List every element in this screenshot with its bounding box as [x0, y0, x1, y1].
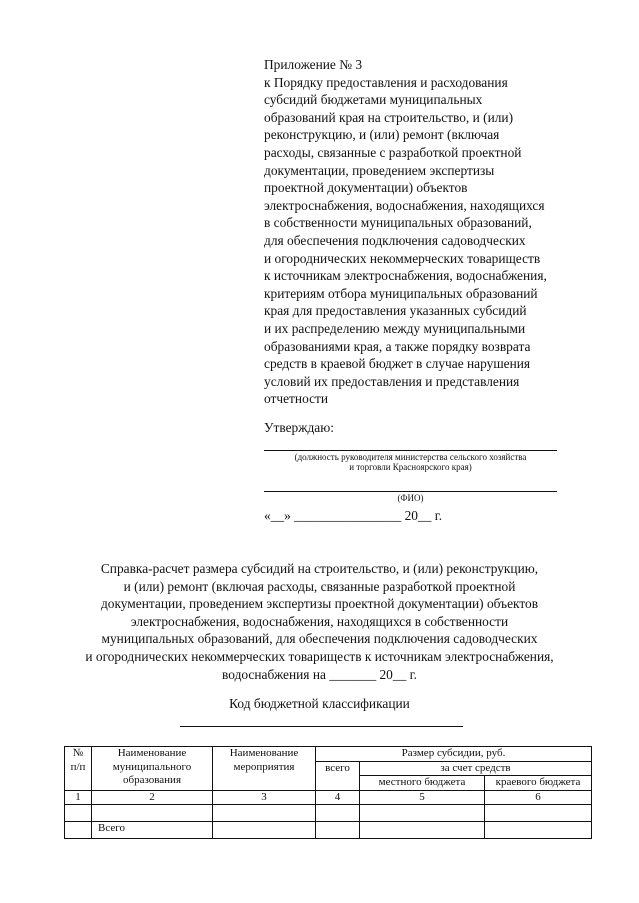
document-heading	[0, 560, 639, 683]
appendix-line: и их распределению между муниципальными	[264, 320, 526, 336]
empty-cell	[65, 822, 92, 839]
position-signature-line	[264, 450, 557, 451]
header-event: Наименование мероприятия	[213, 747, 316, 791]
appendix-line: и огороднических некоммерческих товариществ	[264, 250, 541, 266]
empty-cell	[92, 805, 213, 822]
approval-title: Утверждаю:	[264, 420, 334, 435]
appendix-line: к источникам электроснабжения, водоснабжения,	[264, 268, 547, 284]
position-caption-line-2: и торговли Красноярского края)	[349, 462, 472, 472]
appendix-line: субсидий бюджетами муниципальных	[264, 92, 483, 108]
appendix-line: отчетности	[264, 391, 329, 407]
appendix-line: документации, проведением экспертизы	[264, 162, 495, 178]
empty-cell	[316, 822, 360, 839]
empty-cell	[360, 805, 485, 822]
appendix-line: расходы, связанные с разработкой проектной	[264, 144, 522, 160]
index-cell: 4	[316, 790, 360, 805]
header-total: всего	[316, 761, 360, 790]
empty-cell	[485, 805, 592, 822]
position-caption-line-1: (должность руководителя министерства сельского хозяйства	[294, 452, 527, 462]
header-subsidy: Размер субсидии, руб.	[316, 747, 592, 762]
subsidy-table	[64, 746, 592, 839]
appendix-line: электроснабжения, водоснабжения, находящихся	[264, 197, 545, 213]
header-local: местного бюджета	[360, 776, 485, 791]
header-sources: за счет средств	[360, 761, 592, 776]
heading-line: Справка-расчет размера субсидий на строительство, и (или) реконструкцию,	[100, 561, 539, 576]
heading-line: документации, проведением экспертизы проектной документации) объектов	[100, 596, 539, 612]
budget-code-label: Код бюджетной классификации	[229, 696, 410, 711]
appendix-line: образованиями края, а также порядку возврата	[264, 338, 531, 354]
heading-line: муниципальных образований, для обеспечения подключения садоводческих	[101, 631, 538, 647]
header-num: № п/п	[65, 747, 92, 791]
appendix-line: к Порядку предоставления и расходования	[264, 74, 508, 90]
empty-cell	[360, 822, 485, 839]
empty-cell	[213, 822, 316, 839]
table-header-row	[65, 747, 592, 762]
table-empty-row	[65, 805, 592, 822]
appendix-line: критериям отбора муниципальных образований	[264, 285, 538, 301]
appendix-line: образований края на строительство, и (или)	[264, 109, 514, 125]
appendix-line: края для предоставления указанных субсидий	[264, 303, 527, 319]
index-cell: 5	[360, 790, 485, 805]
heading-line: электроснабжения, водоснабжения, находящихся в собственности	[130, 613, 509, 629]
approval-date-line: «__» ________________ 20__ г.	[264, 508, 443, 523]
heading-line: и огороднических некоммерческих товариществ к источникам электроснабжения,	[85, 648, 554, 664]
index-cell: 1	[65, 790, 92, 805]
table-total-row	[65, 822, 592, 839]
index-cell: 3	[213, 790, 316, 805]
appendix-line: для обеспечения подключения садоводческих	[264, 232, 526, 248]
fio-signature-line	[264, 491, 557, 492]
header-regional: краевого бюджета	[485, 776, 592, 791]
appendix-line: проектной документации) объектов	[264, 180, 468, 196]
heading-line: и (или) ремонт (включая расходы, связанные разработкой проектной	[123, 578, 516, 594]
appendix-line: Приложение № 3	[264, 57, 363, 72]
appendix-line: условий их предоставления и представления	[264, 373, 520, 389]
fio-caption: (ФИО)	[397, 493, 424, 503]
appendix-line: в собственности муниципальных образований,	[264, 215, 532, 231]
heading-line: водоснабжения на _______ 20__ г.	[222, 666, 417, 682]
total-label: Всего	[92, 822, 213, 839]
empty-cell	[316, 805, 360, 822]
empty-cell	[213, 805, 316, 822]
budget-code-line	[180, 726, 463, 727]
appendix-line: реконструкцию, и (или) ремонт (включая	[264, 127, 500, 143]
index-cell: 2	[92, 790, 213, 805]
empty-cell	[485, 822, 592, 839]
position-caption	[264, 452, 557, 472]
appendix-line: средств в краевой бюджет в случае нарушения	[264, 356, 531, 372]
appendix-block	[264, 56, 594, 408]
index-cell: 6	[485, 790, 592, 805]
header-municipality: Наименование муниципального образования	[92, 747, 213, 791]
table-index-row	[65, 790, 592, 805]
empty-cell	[65, 805, 92, 822]
